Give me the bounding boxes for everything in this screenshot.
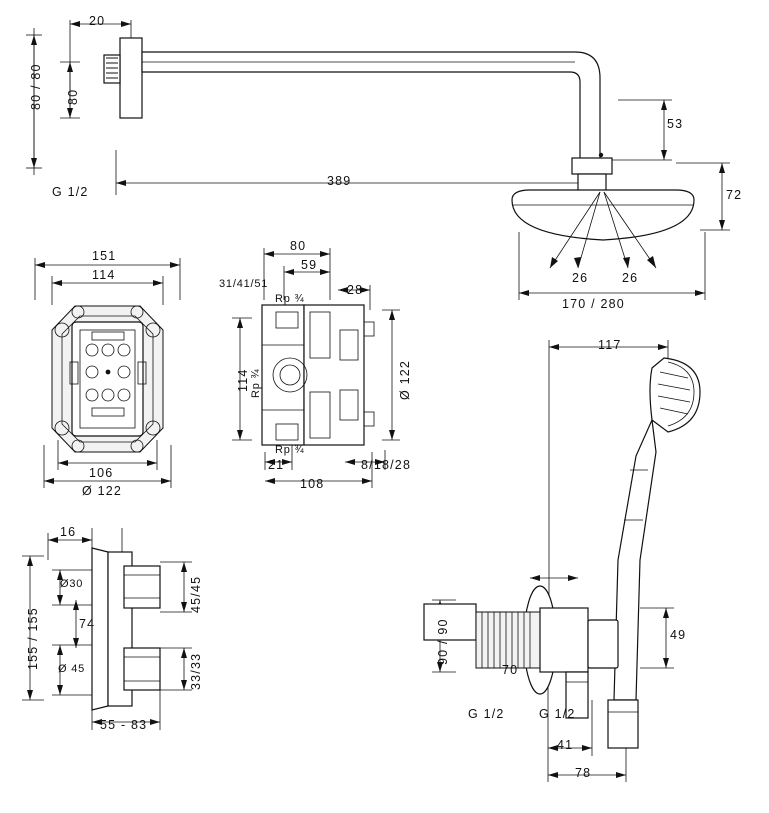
dim-offset-74: 74 xyxy=(79,617,96,631)
dim-projection-range: 55 - 83 xyxy=(100,718,148,732)
dim-spray-angle-right: 26 xyxy=(622,271,639,285)
dim-plate-diameter: 70 xyxy=(502,663,519,677)
dim-port-left: Rp ¾ xyxy=(250,368,262,398)
dim-drop-height: 53 xyxy=(667,117,684,131)
dim-head-height: 72 xyxy=(726,188,743,202)
dim-arm-reach: 389 xyxy=(327,174,352,188)
rough-in-body-side xyxy=(262,305,374,445)
dim-front-diameter: Ø 122 xyxy=(82,484,123,498)
shower-arm-body xyxy=(104,38,694,268)
dim-inlet-thread: G 1/2 xyxy=(52,185,89,199)
dim-wall-plate-height-a: 80 / 80 xyxy=(29,63,43,110)
dim-port-bottom: Rp ¾ xyxy=(275,444,305,456)
dim-diameter-122: Ø 122 xyxy=(398,359,412,400)
dim-head-diameter: 170 / 280 xyxy=(562,297,625,311)
dim-arm-offset: 20 xyxy=(89,14,106,28)
dim-holder-height: 49 xyxy=(670,628,687,642)
dim-bolt-circle-width: 114 xyxy=(92,268,116,282)
dim-outer-width: 151 xyxy=(92,249,117,263)
dim-spray-angle-left: 26 xyxy=(572,271,589,285)
dim-depth-inner: 59 xyxy=(301,258,318,272)
dim-inner-width: 106 xyxy=(89,466,114,480)
dim-height-114: 114 xyxy=(236,368,250,392)
dim-plate-height: 155 / 155 xyxy=(26,607,40,670)
dim-install-depth-range: 31/41/51 xyxy=(219,278,269,290)
hand-shower-and-outlet xyxy=(424,358,700,748)
dim-outlet-inlet-thread: G 1/2 xyxy=(468,707,505,721)
rough-in-body-front xyxy=(52,306,163,452)
dim-width-108: 108 xyxy=(300,477,325,491)
thermostat-trim-side xyxy=(92,548,160,710)
dim-outlet-offset: 41 xyxy=(557,738,574,752)
dim-outlet-height: 90 / 90 xyxy=(436,618,450,665)
dim-wall-thickness: 8/18/28 xyxy=(361,458,412,472)
dim-plate-thickness: 16 xyxy=(60,525,77,539)
dim-hand-shower-length: 117 xyxy=(598,338,622,352)
dim-outlet-connection-thread: G 1/2 xyxy=(539,707,576,721)
dim-offset-right: 28 xyxy=(347,283,364,297)
dim-total-projection: 78 xyxy=(575,766,592,780)
dim-wall-plate-height-b: 80 xyxy=(66,88,80,105)
dim-lower-handle-spacing: 33/33 xyxy=(189,652,203,690)
dim-port-top: Rp ¾ xyxy=(275,293,305,305)
dim-handle-diameter-30: Ø30 xyxy=(60,578,84,590)
dim-depth-total: 80 xyxy=(290,239,307,253)
dim-handle-diameter-45: Ø 45 xyxy=(58,663,86,675)
dim-handle-spacing: 45/45 xyxy=(189,575,203,613)
dim-offset-21: 21 xyxy=(268,458,285,472)
